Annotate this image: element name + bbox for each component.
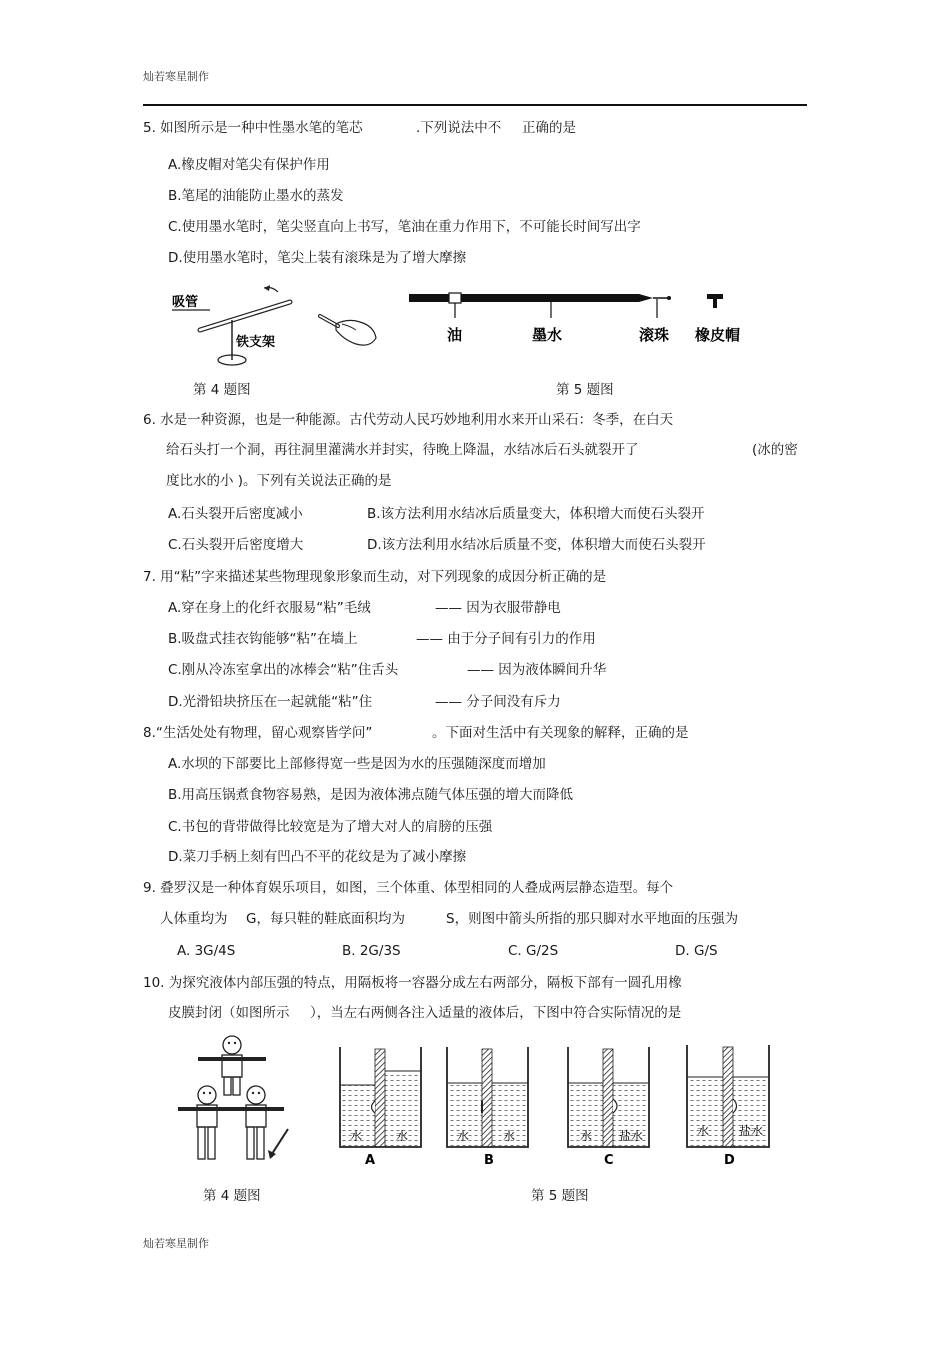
- q7-option-c: C.刚从冷冻室拿出的冰棒会“粘”住舌头: [168, 662, 399, 678]
- q5-option-d: D.使用墨水笔时，笔尖上装有滚珠是为了增大摩擦: [168, 250, 467, 266]
- q8-option-c: C.书包的背带做得比较宽是为了增大对人的肩膀的压强: [168, 819, 493, 835]
- q6-option-b: B.该方法利用水结冰后质量变大，体积增大而使石头裂开: [367, 506, 705, 522]
- figure-caption-5-top: 第 5 题图: [556, 382, 614, 398]
- q8-stem-b: 。下面对生活中有关现象的解释，正确的是: [432, 725, 689, 741]
- label-water: 水: [697, 1124, 710, 1138]
- q7-option-d: D.光滑铅块挤压在一起就能“粘”住: [168, 694, 373, 710]
- label-water: 水: [503, 1129, 516, 1143]
- q9-option-b: B. 2G/3S: [342, 943, 401, 959]
- q9-option-a: A. 3G/4S: [177, 943, 236, 959]
- q8-option-b: B.用高压锅煮食物容易熟，是因为液体沸点随气体压强的增大而降低: [168, 787, 574, 803]
- q6-option-c: C.石头裂开后密度增大: [168, 537, 304, 553]
- q7-option-a-reason: —— 因为衣服带静电: [435, 600, 561, 616]
- q10-line1: 10. 为探究液体内部压强的特点，用隔板将一容器分成左右两部分，隔板下部有一圆孔用橡: [143, 975, 682, 991]
- q9-line2b: G，每只鞋的鞋底面积均为: [246, 911, 405, 927]
- option-d-label: D: [724, 1153, 735, 1168]
- q7-option-b-reason: —— 由于分子间有引力的作用: [416, 631, 596, 647]
- label-water: 水: [350, 1129, 363, 1143]
- container-c: [568, 1047, 649, 1168]
- q7-option-c-reason: —— 因为液体瞬间升华: [467, 662, 607, 678]
- q5-option-a: A.橡皮帽对笔尖有保护作用: [168, 157, 330, 173]
- label-salt-water: 盐水: [739, 1124, 764, 1138]
- q5-option-c: C.使用墨水笔时，笔尖竖直向上书写，笔油在重力作用下，不可能长时间写出字: [168, 219, 641, 235]
- q5-stem-b: .下列说法中不: [416, 120, 502, 136]
- label-water: 水: [580, 1129, 593, 1143]
- q9-line2c: S，则图中箭头所指的那只脚对水平地面的压强为: [446, 911, 739, 927]
- straw-label: 吸管: [172, 295, 199, 310]
- q9-line1: 9. 叠罗汉是一种体育娱乐项目，如图，三个体重、体型相同的人叠成两层静态造型。每个: [143, 880, 674, 896]
- cap-label: 橡皮帽: [695, 326, 741, 344]
- q10-line2b: ），当左右两侧各注入适量的液体后，下图中符合实际情况的是: [310, 1005, 682, 1021]
- label-salt-water: 盐水: [619, 1129, 644, 1143]
- q5-option-b: B.笔尾的油能防止墨水的蒸发: [168, 188, 344, 204]
- option-c-label: C: [604, 1153, 614, 1168]
- pen-refill-figure: [405, 290, 765, 350]
- option-a-label: A: [365, 1153, 376, 1168]
- q6-line2b: (冰的密: [752, 442, 798, 458]
- q9-line2a: 人体重均为: [160, 911, 228, 927]
- q7-stem: 7. 用“粘”字来描述某些物理现象形象而生动，对下列现象的成因分析正确的是: [143, 569, 607, 585]
- q6-option-a: A.石头裂开后密度减小: [168, 506, 303, 522]
- straw-stand-figure: [160, 280, 390, 370]
- oil-label: 油: [447, 326, 463, 344]
- q8-stem-a: 8.“生活处处有物理，留心观察皆学问”: [143, 725, 373, 741]
- footer-maker: 灿若寒星制作: [143, 1237, 209, 1250]
- ball-label: 滚珠: [639, 326, 670, 344]
- figure-caption-4-bottom: 第 4 题图: [203, 1188, 261, 1204]
- container-d: [687, 1045, 769, 1168]
- containers-figure: [330, 1043, 790, 1171]
- q5-stem-c: 正确的是: [522, 120, 576, 136]
- q7-option-a: A.穿在身上的化纤衣服易“粘”毛绒: [168, 600, 371, 616]
- q6-line3: 度比水的小 )。下列有关说法正确的是: [166, 473, 392, 489]
- human-pyramid-figure: [170, 1033, 300, 1168]
- container-b: [447, 1047, 528, 1168]
- header-maker: 灿若寒星制作: [143, 70, 209, 83]
- q6-line2a: 给石头打一个洞，再往洞里灌满水并封实，待晚上降温，水结冰后石头就裂开了: [166, 442, 639, 458]
- q5-stem-a: 5. 如图所示是一种中性墨水笔的笔芯: [143, 120, 363, 136]
- header-rule: [143, 104, 807, 106]
- q9-option-d: D. G/S: [675, 943, 718, 959]
- figure-caption-5-bottom: 第 5 题图: [531, 1188, 589, 1204]
- q6-option-d: D.该方法利用水结冰后质量不变，体积增大而使石头裂开: [367, 537, 706, 553]
- q7-option-d-reason: —— 分子间没有斥力: [435, 694, 561, 710]
- ink-label: 墨水: [532, 326, 563, 344]
- figure-caption-4-top: 第 4 题图: [193, 382, 251, 398]
- label-water: 水: [396, 1129, 409, 1143]
- option-b-label: B: [484, 1153, 494, 1168]
- q6-line1: 6. 水是一种资源，也是一种能源。古代劳动人民巧妙地利用水来开山采石：冬季，在白天: [143, 412, 674, 428]
- q10-line2a: 皮膜封闭（如图所示: [168, 1005, 290, 1021]
- q7-option-b: B.吸盘式挂衣钩能够“粘”在墙上: [168, 631, 358, 647]
- q8-option-d: D.菜刀手柄上刻有凹凸不平的花纹是为了减小摩擦: [168, 849, 467, 865]
- q8-option-a: A.水坝的下部要比上部修得宽一些是因为水的压强随深度而增加: [168, 756, 546, 772]
- q9-option-c: C. G/2S: [508, 943, 559, 959]
- label-water: 水: [457, 1129, 470, 1143]
- stand-label: 铁支架: [236, 335, 276, 350]
- container-a: [340, 1047, 421, 1168]
